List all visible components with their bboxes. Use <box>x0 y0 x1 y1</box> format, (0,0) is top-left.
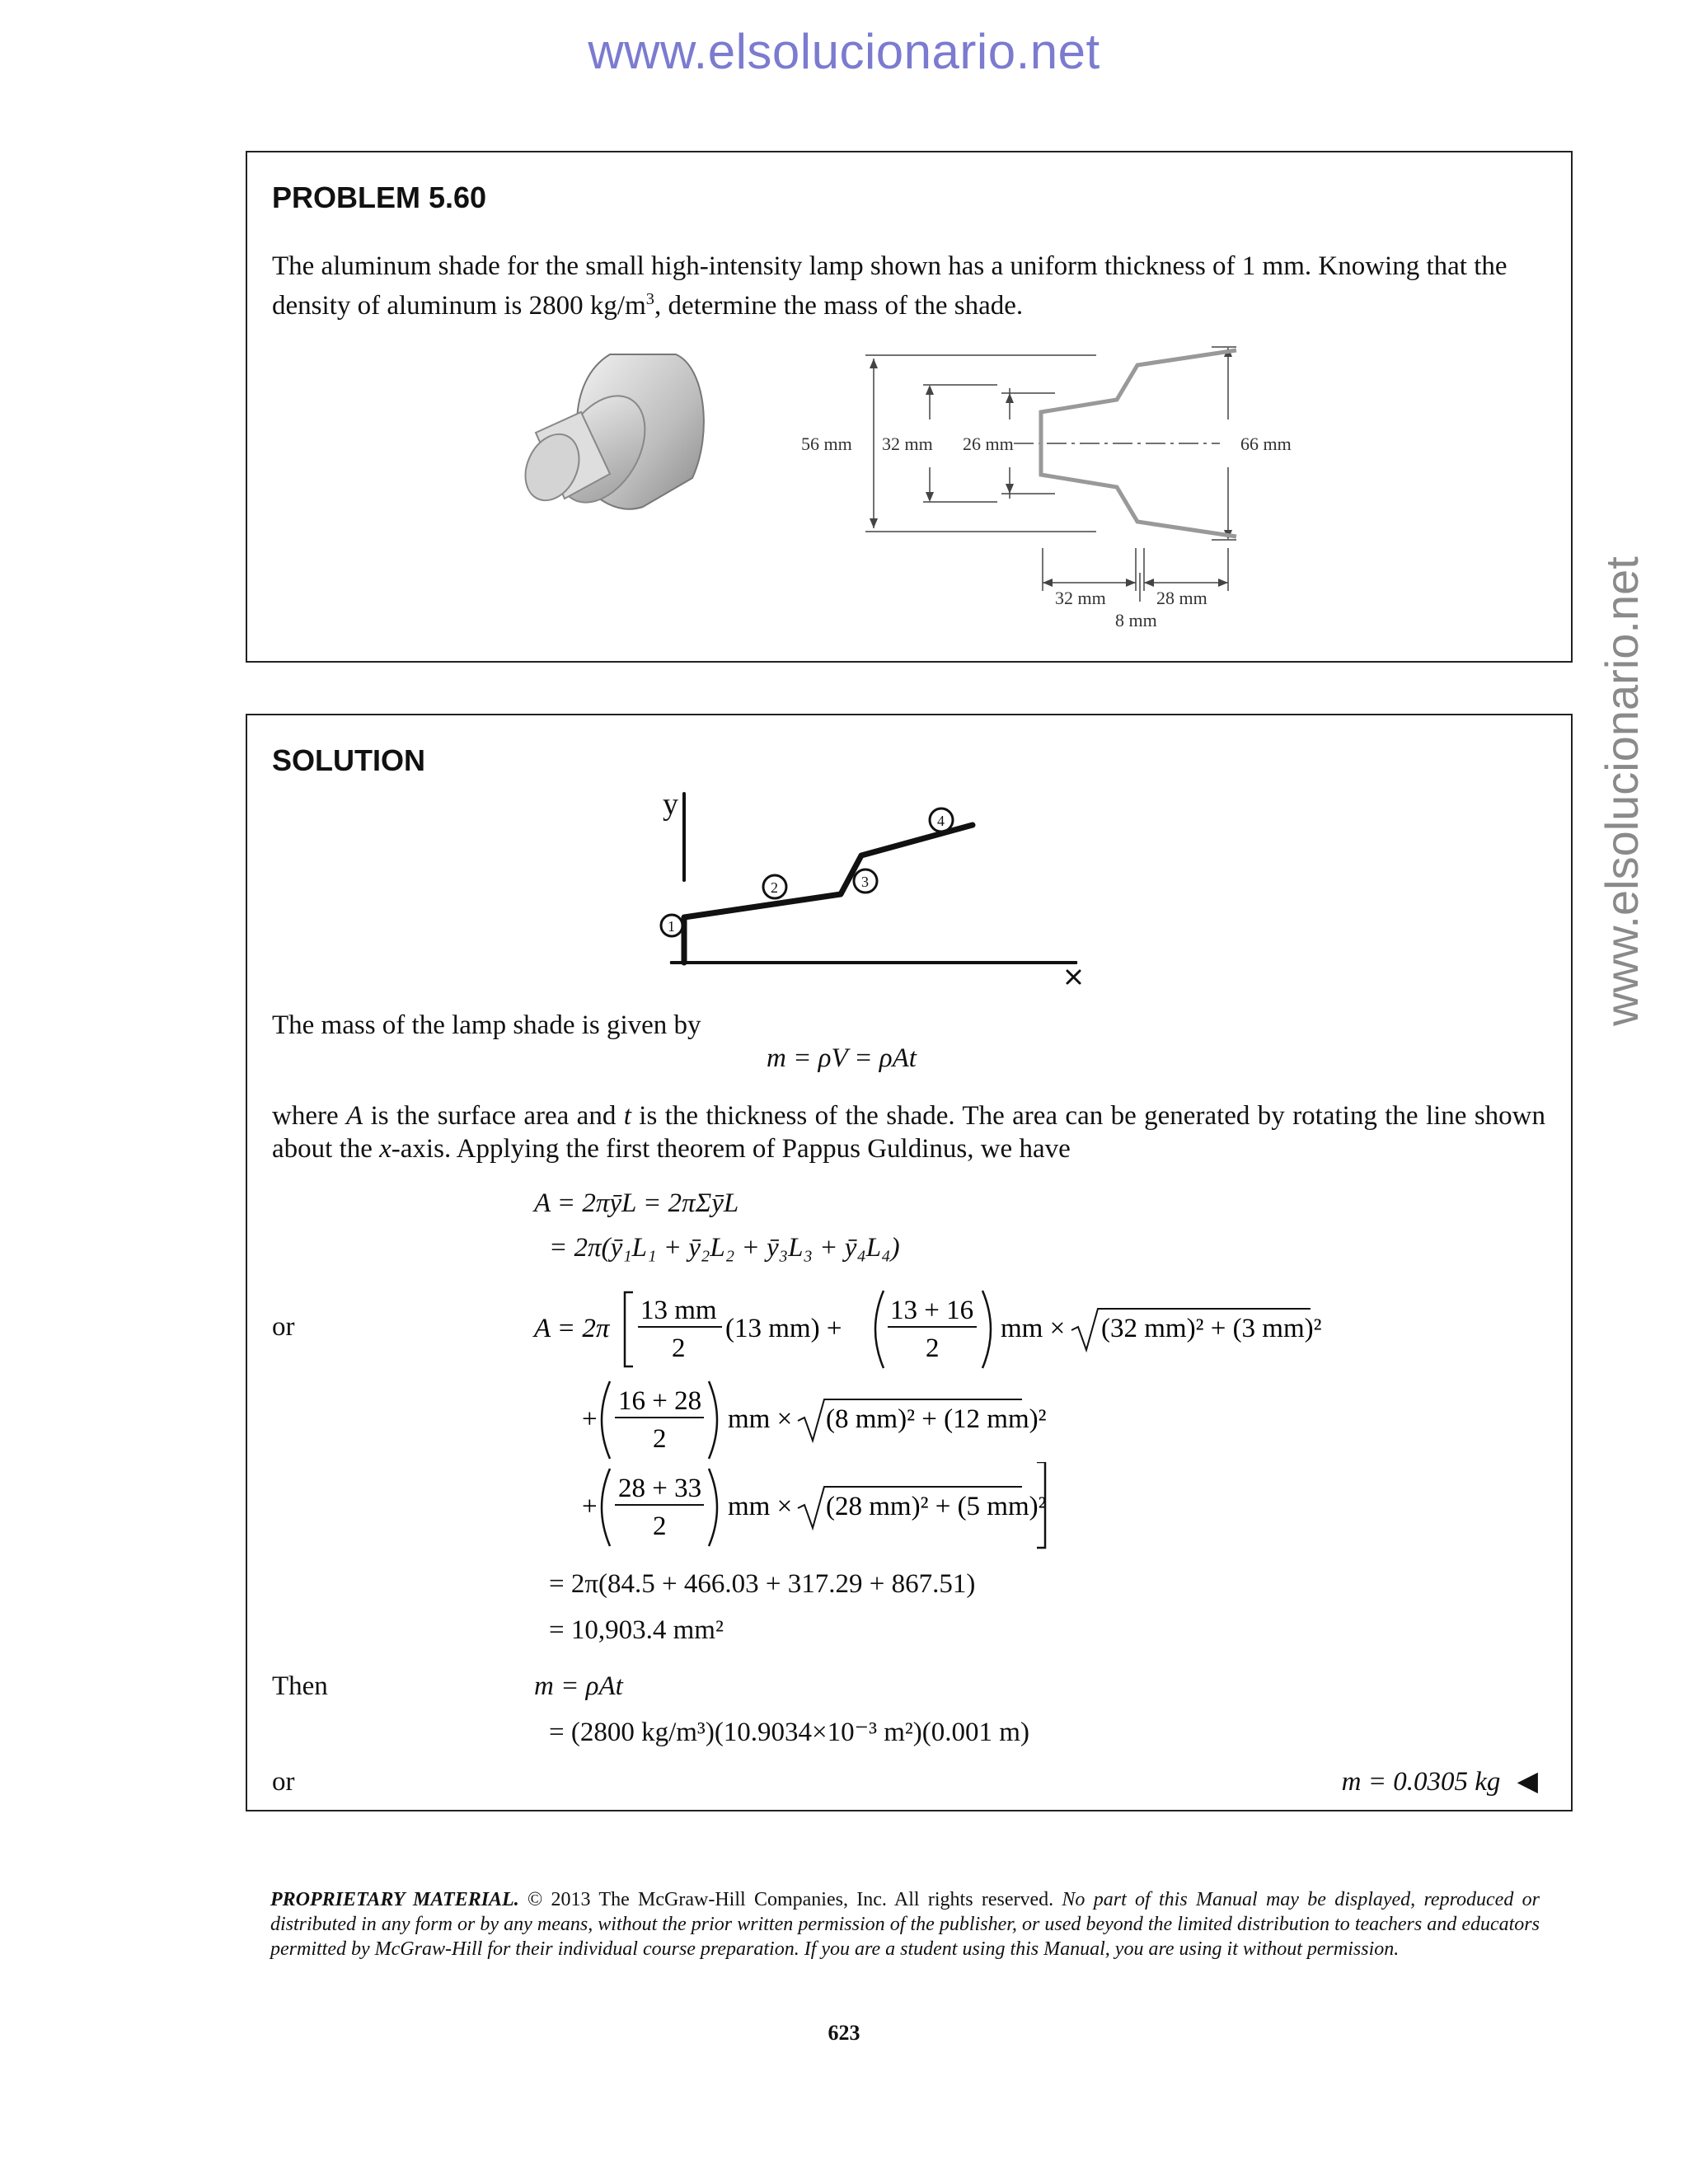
svg-text:13 + 16: 13 + 16 <box>890 1296 974 1325</box>
svg-text:2: 2 <box>653 1511 667 1541</box>
svg-text:(28 mm)² + (5 mm)²: (28 mm)² + (5 mm)² <box>826 1492 1047 1521</box>
problem-box <box>246 151 1573 663</box>
page-number: 623 <box>828 2021 860 2045</box>
answer-marker-icon: ◀ <box>1517 1767 1538 1797</box>
area-expansion-line-3 <box>528 1462 1541 1553</box>
x-axis-label: x <box>1092 1001 1093 1002</box>
substitution-equation: = (2800 kg/m³)(10.9034×10⁻³ m²)(0.001 m) <box>549 1718 1029 1747</box>
watermark-top[interactable]: www.elsolucionario.net <box>588 24 1100 79</box>
svg-text:2: 2 <box>653 1424 667 1454</box>
proprietary-footer: PROPRIETARY MATERIAL. © 2013 The McGraw-Hill Companies, Inc. All rights reserved. No part of this Manual may be displayed, reproduced or distributed in any form or by any means, without the prior written permission of the publisher, or used beyond the limited distribution to teachers and educators permitted by McGraw-Hill for their individual course preparation. If you are a student using this Manual, you are using it without permission. <box>270 1889 1540 1960</box>
problem-statement: The aluminum shade for the small high-intensity lamp shown has a uniform thickness of 1 mm. Knowing that the density of aluminum is 2800 $kg/m^3$, determine the mass of the shade. <box>272 251 1507 321</box>
svg-text:(8 mm)² + (12 mm)²: (8 mm)² + (12 mm)² <box>826 1404 1047 1434</box>
or-label-2: or <box>272 1767 295 1797</box>
svg-text:+: + <box>582 1492 598 1521</box>
problem-title: PROBLEM 5.60 <box>272 180 487 214</box>
then-label: Then <box>272 1671 328 1701</box>
svg-text:+: + <box>582 1404 598 1434</box>
mass-intro: The mass of the lamp shade is given by <box>272 1010 701 1040</box>
dim-8-label: 8 mm <box>1115 610 1157 630</box>
dim-32-label: 32 mm <box>882 434 933 454</box>
segment-1-label: 1 <box>668 918 675 935</box>
dim-26-label: 26 mm <box>963 434 1014 454</box>
area-eq-1: A = 2πȳL = 2πΣȳL <box>534 1188 739 1218</box>
watermark-side: www.elsolucionario.net <box>1596 556 1648 1026</box>
final-answer <box>1342 1765 1538 1798</box>
lamp-shade-3d-figure <box>486 334 767 548</box>
area-expansion-line-2 <box>528 1375 1541 1465</box>
mass-formula: m = ρV = ρAt <box>767 1043 917 1073</box>
or-label-1: or <box>272 1312 295 1342</box>
svg-text:mm ×: mm × <box>1001 1314 1066 1343</box>
then-equation: m = ρAt <box>534 1671 623 1701</box>
dim-56-label: 56 mm <box>801 434 852 454</box>
area-eq-2: = 2π(ȳ₁L₁ + ȳ₂L₂ + ȳ₃L₃ + ȳ₄L₄) <box>549 1233 900 1263</box>
svg-text:28 + 33: 28 + 33 <box>618 1474 702 1503</box>
solution-box <box>246 714 1573 1811</box>
area-expansion-line-1 <box>528 1284 1541 1375</box>
dim-28-label: 28 mm <box>1156 588 1207 608</box>
svg-text:A = 2π: A = 2π <box>534 1314 610 1343</box>
area-explanation: where A is the surface area and t is the thickness of the shade. The area can be generated by rotating the line shown about the x-axis. Applying the first theorem of Pappus Guldinus, we have <box>272 1101 1545 1164</box>
svg-text:2: 2 <box>926 1333 940 1363</box>
final-mass: m = 0.0305 kg <box>1341 1767 1501 1797</box>
segment-3-label: 3 <box>861 874 869 890</box>
area-sum-line: = 2π(84.5 + 466.03 + 317.29 + 867.51) <box>549 1569 976 1599</box>
dimension-drawing <box>791 342 1533 639</box>
segment-4-label: 4 <box>937 813 945 829</box>
area-result: = 10,903.4 mm² <box>549 1615 724 1645</box>
segment-sketch <box>651 785 1113 1008</box>
svg-text:(32 mm)² + (3 mm)²: (32 mm)² + (3 mm)² <box>1101 1314 1322 1343</box>
dim-66-label: 66 mm <box>1240 434 1292 454</box>
dim-32-bottom-label: 32 mm <box>1055 588 1106 608</box>
solution-title: SOLUTION <box>272 743 425 777</box>
svg-text:16 + 28: 16 + 28 <box>618 1386 702 1416</box>
svg-text:mm ×: mm × <box>728 1404 793 1434</box>
y-axis-label: y <box>663 787 678 822</box>
svg-text:mm ×: mm × <box>728 1492 793 1521</box>
segment-2-label: 2 <box>771 879 778 896</box>
svg-text:(13 mm) +: (13 mm) + <box>725 1314 842 1343</box>
svg-text:2: 2 <box>672 1333 686 1363</box>
svg-text:13 mm: 13 mm <box>640 1296 717 1325</box>
